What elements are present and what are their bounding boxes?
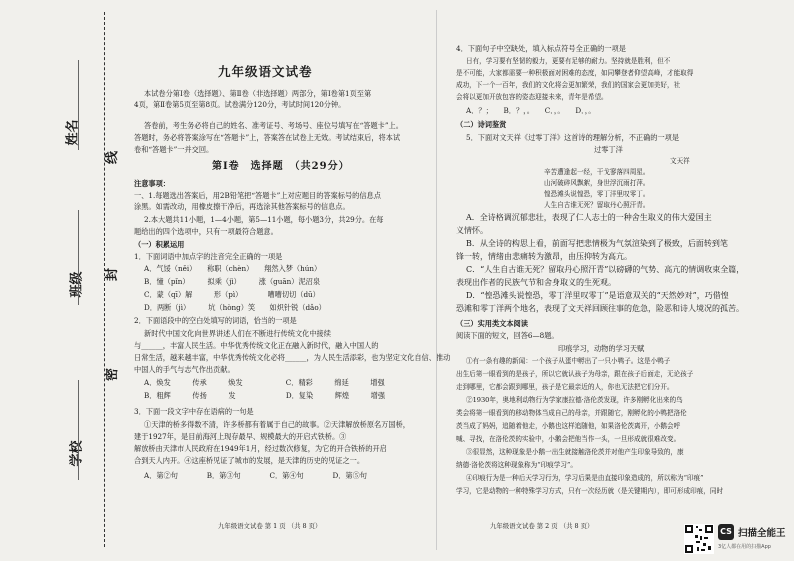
question-option: 表现出作者的民族气节和舍身取义的生死观。 — [456, 278, 616, 287]
left-page — [134, 0, 451, 561]
question-text: 合到天人内开。④这座桥见证了城市的发展，是天津的历史的见证之一。 — [134, 456, 365, 465]
article-line: 茨当成了妈妈，追随着他走，小鹅也这样追随他，如果洛伦茨离开，小鹅会呼 — [456, 422, 681, 430]
page-footer: 九年级语文试卷 第 2 页 （共 8 页） — [490, 522, 594, 530]
intro-line: 本试卷分第Ⅰ卷（选择题）、第Ⅱ卷（非选择题）两部分，第Ⅰ卷第1页至第 — [144, 89, 372, 98]
question-option: B．粗辉 传扬 发 D．复染 辉煌 增强 — [144, 391, 386, 400]
question-text: 建于1927年，是目前海河上现存最早、规模最大的开启式铁桥。③ — [134, 432, 347, 441]
question-text: 日常生活，越来越丰富，中华优秀传统文化必将______，为人民生活添彩，也为坚定文化自信、推动 — [134, 353, 451, 362]
article-line: 走到哪里，它都会跟到哪里，孩子是它最亲近的人，你也无法把它们分开。 — [456, 383, 674, 391]
question-text: 日有，学习要有坚韧的毅力，更要有足够的耐力。坚持就是胜利，但不 — [466, 57, 671, 65]
watermark-subtitle: 3亿人都在用的扫描App — [718, 544, 771, 550]
article-line: ①有一条有趣的新闻：一个孩子从蛋中孵出了一只小鸭子。这是小鸭子 — [466, 357, 671, 365]
poem-author: 文天祥 — [670, 157, 690, 165]
intro-line: 答卷前，考生务必将自己的姓名、准考证号、考场号、座位号填写在“答题卡”上。 — [144, 121, 403, 130]
question-stem: 5．下面对文天祥《过零丁洋》这首诗的理解分析，不正确的一项是 — [466, 133, 680, 142]
question-text: 成功，下一个一百年，我们的文化将会更加繁荣，我们的国家会更加美好，社 — [456, 81, 681, 89]
school-label: 学校 — [69, 440, 85, 467]
intro-line: 4页，第Ⅱ卷第5页至第8页。试卷满分120分，考试时间120分钟。 — [134, 100, 346, 109]
question-stem: 2．下面语段中的空白处填写的词语，恰当的一项是 — [134, 316, 297, 325]
question-text: 与______，丰富人民生活。中华优秀传统文化正在融入新时代，融入中国人的 — [134, 341, 379, 350]
article-line: ②1930年，奥地利动物行为学家康拉德·洛伦茨发现，许多刚孵化出来的鸟 — [466, 396, 683, 404]
class-label: 班级 — [69, 271, 85, 298]
question-option: 义情怀。 — [456, 226, 488, 235]
question-text: ①天津的桥多得数不清，许多桥都有着属于自己的故事。②天津解放桥原名万国桥， — [144, 420, 410, 429]
question-stem: 1．下面词语中加点字的注音完全正确的一项是 — [134, 252, 283, 261]
section-title: 第Ⅰ卷 选择题 （共29分） — [212, 161, 350, 172]
seal-mi: 密 — [101, 368, 120, 381]
name-label: 姓名 — [65, 119, 81, 146]
question-text: 新时代中国文化向世界讲述人们在不断进行传统文化中接续 — [144, 329, 331, 338]
question-option: D．两断（jì） 坑（hòng）笑 如炽针锐（dǎo） — [144, 303, 326, 312]
article-line: 纳德·洛伦茨将这种现象称为“印痕学习”。 — [456, 461, 577, 469]
name-blank — [78, 60, 79, 150]
question-option: A．？； B．？，。 C．，。 D．，。 — [466, 106, 596, 115]
poem-line: 惶恐滩头说惶恐，零丁洋里叹零丁。 — [544, 190, 650, 198]
question-text: 中国人的手气与志气作出贡献。 — [134, 365, 235, 374]
seal-dashed-line — [104, 12, 105, 547]
notes-line: 一、1.每题选出答案后，用2B铅笔把“答题卡”上对应题目的答案标号的信息点 — [134, 191, 381, 200]
subsection-title: （二）诗词鉴赏 — [456, 120, 507, 129]
question-option: 锋一转，情绪由悲痛转为激昂，由压抑转为高亢。 — [456, 252, 632, 261]
seal-xian: 线 — [101, 151, 120, 164]
class-blank — [78, 210, 79, 305]
notes-line: 题给出的四个选项中，只有一项最符合题意。 — [134, 227, 278, 236]
question-option: A．焕发 传承 焕发 C．精彩 绵延 增强 — [144, 378, 385, 387]
notes-line: 涂黑。如需改动，用橡皮擦干净后，再选涂其他答案标号的信息点。 — [134, 202, 350, 211]
question-option: 恐滩和零丁洋两个地名，表现了文天祥回顾往事的危急，险恶和诗人境况的孤苦。 — [456, 304, 744, 313]
seal-feng: 封 — [101, 268, 120, 281]
question-option: A．全诗格调沉郁悲壮，表现了仁人志士的一种舍生取义的伟大爱国主 — [466, 213, 712, 222]
binding-strip — [0, 0, 121, 561]
question-option: C．蒙（qī）解 形（pì） 嘈嘈切切（dū） — [144, 290, 320, 299]
subsection-title: （一）积累运用 — [134, 240, 185, 249]
article-line: 学习，它是动物的一种特殊学习方式，只有一次经历就（是关键期内），即可形成印痕，同时 — [456, 487, 724, 495]
subsection-title: （三）实用类文本阅读 — [456, 319, 528, 328]
article-line: 类会将第一眼看到的移动物体当成自己的母亲，并跟随它，刚孵化的小鸭把洛伦 — [456, 409, 687, 417]
question-option: C．“人生自古谁无死？留取丹心照汗青”以磅礴的气势、高亢的情调收束全篇， — [466, 265, 745, 274]
page-gutter — [436, 10, 437, 550]
article-title: 印痕学习，动物的学习天赋 — [558, 344, 645, 353]
question-option: D．“惶恐滩头说惶恐，零丁洋里叹零丁”是语意双关的“天然妙对”，巧借惶 — [466, 291, 729, 300]
question-stem: 4．下面句子中空缺处，填入标点符号全正确的一项是 — [456, 44, 626, 53]
poem-line: 山河破碎风飘絮，身世浮沉雨打萍。 — [544, 179, 650, 187]
question-text: 解放桥由天津市人民政府在1949年1月，经过数次修复，为它的开合铁桥的开启 — [134, 444, 387, 453]
intro-line: 卷和“答题卡”一并交回。 — [134, 145, 214, 154]
school-blank — [78, 380, 79, 480]
camscanner-logo-icon: CS — [718, 524, 734, 540]
question-option: A．气馁（něi） 称职（chèn） 翔然入梦（hún） — [144, 264, 322, 273]
article-line: 出生后第一眼看到的是孩子，所以它就认孩子为母亲，跟在孩子后面走，无论孩子 — [456, 370, 694, 378]
poem-line: 人生自古谁无死？留取丹心照汗青。 — [544, 201, 650, 209]
notes-title: 注意事项： — [134, 179, 170, 188]
intro-line: 答题时，务必将答案涂写在“答题卡”上，答案答在试卷上无效。考试结束后，将本试 — [134, 133, 401, 142]
article-line: 喊、寻找，在洛伦茨的实验中，小鹅会把他当作一头，一旦形成就很难改变。 — [456, 435, 681, 443]
right-page — [456, 0, 784, 561]
question-text: 会将以更加开放包容的姿态迎接未来，青年是希望。 — [456, 93, 608, 101]
question-option: A．第②句 B．第③句 C．第④句 D．第⑤句 — [144, 471, 367, 480]
notes-line: 2.本大题共11小题，1—4小题，第5—11小题，每小题3分，共29分。在每 — [144, 215, 384, 224]
poem-line: 辛苦遭逢起一经，干戈寥落四周星。 — [544, 168, 650, 176]
question-stem: 3．下面一段文字中存在语病的一句是 — [134, 407, 254, 416]
reading-intro: 阅读下面的短文，回答6—8题。 — [456, 331, 559, 340]
question-option: B．从全诗的构思上看，前面写把悲情极为气氛渲染到了极致，后面转到笔 — [466, 239, 728, 248]
watermark-brand: 扫描全能王 — [738, 528, 786, 539]
qr-code-icon — [684, 524, 714, 554]
article-line: ④印痕行为是一种后天学习行为，学习后果是由直接印象造成的，所以称为“印痕” — [466, 474, 704, 482]
question-text: 是不可能，大家都需要一种积极面对困难的态度，如同攀登者仰望高峰，才能取得 — [456, 69, 694, 77]
article-line: ③很显然，这种现象是小鹅一出生就接触洛伦茨并对他产生印象导致的，康 — [466, 448, 684, 456]
question-option: B．憧（pǐn） 拟乘（jì） 涨（guān）泥沼泉 — [144, 277, 321, 286]
page-footer: 九年级语文试卷 第 1 页 （共 8 页） — [218, 522, 322, 530]
exam-title: 九年级语文试卷 — [218, 64, 313, 79]
poem-title: 过零丁洋 — [594, 145, 623, 154]
